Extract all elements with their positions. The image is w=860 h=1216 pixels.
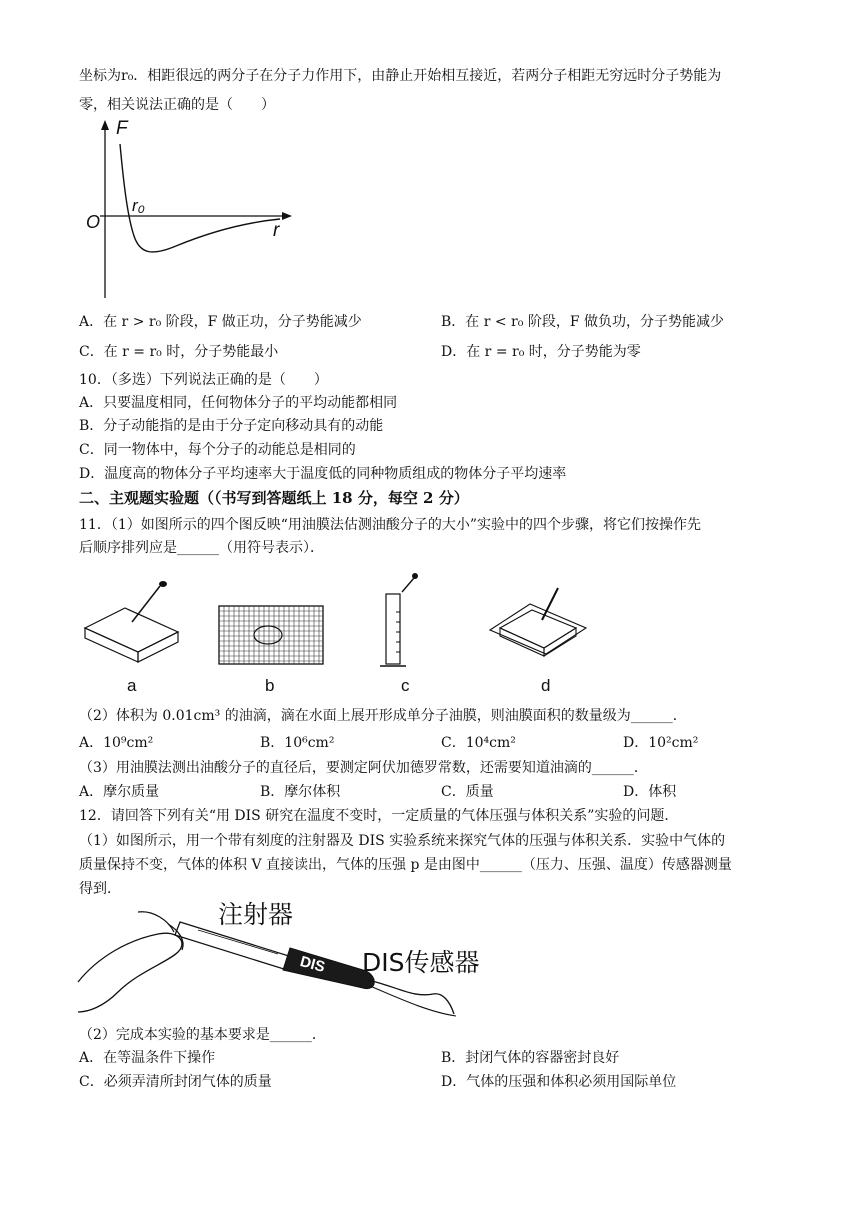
q11-part3-option-d: D．体积 bbox=[623, 784, 677, 800]
q11-part3-option-b: B．摩尔体积 bbox=[260, 784, 341, 800]
q9-option-d: D．在 r = r₀ 时，分子势能为零 bbox=[441, 344, 641, 360]
force-distance-graph bbox=[80, 118, 300, 303]
graph-r0-label: r₀ bbox=[132, 196, 145, 215]
q12-part2-stem: （2）完成本实验的基本要求是______． bbox=[79, 1027, 326, 1043]
q11-part3-stem: （3）用油膜法测出油酸分子的直径后，要测定阿伏加德罗常数，还需要知道油滴的______． bbox=[79, 760, 648, 776]
q10-option-b: B．分子动能指的是由于分子定向移动具有的动能 bbox=[79, 418, 384, 434]
q12-line4: 得到． bbox=[79, 881, 121, 897]
figure-label-d: d bbox=[541, 676, 551, 695]
q10-option-c: C．同一物体中，每个分子的动能总是相同的 bbox=[79, 442, 356, 458]
q9-intro-line2: 零，相关说法正确的是（ ） bbox=[79, 97, 275, 113]
q11-part2-stem: （2）体积为 0.01cm³ 的油滴，滴在水面上展开形成单分子油膜，则油膜面积的数量级为______． bbox=[79, 708, 687, 724]
q12-line3: 质量保持不变，气体的体积 V 直接读出，气体的压强 p 是由图中______（压力、压强、温度）传感器测量 bbox=[79, 857, 732, 873]
figure-label-syringe: 注射器 bbox=[218, 900, 294, 929]
q11-part3-option-a: A．摩尔质量 bbox=[79, 784, 160, 800]
q12-option-d: D．气体的压强和体积必须用国际单位 bbox=[441, 1074, 677, 1090]
q10-option-a: A．只要温度相同，任何物体分子的平均动能都相同 bbox=[79, 395, 398, 411]
q11-part2-option-d: D．10²cm² bbox=[623, 735, 699, 751]
q11-line2: 后顺序排列应是______（用符号表示）． bbox=[79, 540, 324, 556]
figure-d-tray-pen bbox=[488, 580, 588, 665]
graph-r-label: r bbox=[273, 220, 280, 241]
q10-option-d: D．温度高的物体分子平均速率大于温度低的同种物质组成的物体分子平均速率 bbox=[79, 466, 567, 482]
q12-option-b: B．封闭气体的容器密封良好 bbox=[441, 1050, 620, 1066]
graph-origin-label: O bbox=[86, 212, 101, 232]
q9-option-b: B．在 r < r₀ 阶段，F 做负功，分子势能减少 bbox=[441, 314, 724, 330]
q9-option-a: A．在 r > r₀ 阶段，F 做正功，分子势能减少 bbox=[79, 314, 362, 330]
section2-heading: 二、主观题实验题（（书写到答题纸上 18 分，每空 2 分） bbox=[79, 489, 469, 507]
figure-label-c: c bbox=[401, 676, 410, 695]
q10-stem: 10．（多选）下列说法正确的是（ ） bbox=[79, 372, 328, 388]
q9-intro-line1: 坐标为r₀．相距很远的两分子在分子力作用下，由静止开始相互接近，若两分子相距无穷远时分子势能为 bbox=[79, 68, 722, 84]
q11-part3-option-c: C．质量 bbox=[441, 784, 494, 800]
q11-line1: 11．（1）如图所示的四个图反映“用油膜法估测油酸分子的大小”实验中的四个步骤，将它们按操作先 bbox=[79, 517, 702, 533]
q12-option-a: A．在等温条件下操作 bbox=[79, 1050, 216, 1066]
q12-line2: （1）如图所示，用一个带有刻度的注射器及 DIS 实验系统来探究气体的压强与体积关系．实验中气体的 bbox=[79, 833, 726, 849]
figure-a-tray-dropper bbox=[80, 580, 185, 665]
q12-line1: 12．请回答下列有关“用 DIS 研究在温度不变时，一定质量的气体压强与体积关系”实验的问题． bbox=[79, 808, 679, 824]
figure-label-a: a bbox=[127, 676, 137, 695]
q12-option-c: C．必须弄清所封闭气体的质量 bbox=[79, 1074, 272, 1090]
graph-F-label: F bbox=[116, 118, 128, 139]
q9-option-c: C．在 r = r₀ 时，分子势能最小 bbox=[79, 344, 279, 360]
figure-b-grid bbox=[218, 605, 324, 665]
figure-label-dis-sensor: DIS传感器 bbox=[362, 948, 480, 977]
q11-part2-option-c: C．10⁴cm² bbox=[441, 735, 516, 751]
figure-c-graduated-cylinder bbox=[378, 572, 418, 670]
q11-part2-option-a: A．10⁹cm² bbox=[79, 735, 154, 751]
figure-label-b: b bbox=[265, 676, 275, 695]
figure-label-dis: DIS bbox=[298, 953, 327, 976]
q11-part2-option-b: B．10⁶cm² bbox=[260, 735, 335, 751]
